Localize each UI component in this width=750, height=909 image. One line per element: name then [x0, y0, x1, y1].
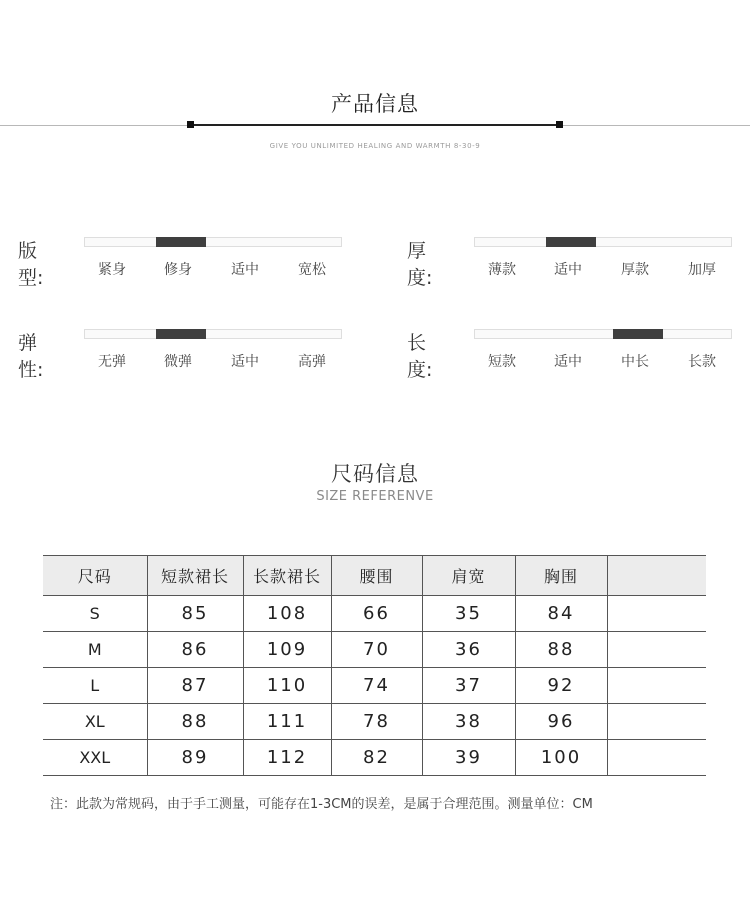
table-cell: 84 [515, 596, 607, 632]
table-cell: 112 [243, 740, 331, 776]
attribute-option: 紧身 [98, 262, 126, 278]
header-size: 尺码 [43, 556, 147, 596]
table-row [43, 632, 706, 668]
attribute-option: 适中 [231, 354, 259, 370]
table-cell: 87 [147, 668, 243, 704]
table-cell [607, 704, 706, 740]
table-cell: 92 [515, 668, 607, 704]
attribute-option: 长款 [688, 354, 716, 370]
size-cell: S [43, 596, 147, 632]
table-cell [607, 632, 706, 668]
header-accent-bar [190, 124, 560, 126]
header-shoulder: 肩宽 [422, 556, 515, 596]
header-waist: 腰围 [331, 556, 422, 596]
attribute-scale-track [84, 237, 342, 247]
size-info-subtitle: SIZE REFERENVE [316, 489, 434, 504]
size-cell: XL [43, 704, 147, 740]
attribute-option: 适中 [554, 354, 582, 370]
table-cell: 85 [147, 596, 243, 632]
table-cell [607, 668, 706, 704]
attribute-option: 适中 [231, 262, 259, 278]
attribute-option: 薄款 [488, 262, 516, 278]
attribute-selected-marker [156, 237, 206, 247]
table-cell: 100 [515, 740, 607, 776]
table-cell: 82 [331, 740, 422, 776]
table-cell: 78 [331, 704, 422, 740]
table-row [43, 704, 706, 740]
table-cell: 86 [147, 632, 243, 668]
size-info-title: 尺码信息 [331, 462, 419, 486]
attribute-option: 适中 [554, 262, 582, 278]
header-chest: 胸围 [515, 556, 607, 596]
size-cell: L [43, 668, 147, 704]
product-info-title: 产品信息 [331, 92, 419, 116]
header-subtitle: GIVE YOU UNLIMITED HEALING AND WARMTH 8-30-9 [269, 142, 481, 150]
attribute-option: 无弹 [98, 354, 126, 370]
header-short-skirt-length: 短款裙长 [147, 556, 243, 596]
measurement-note: 注：此款为常规码，由于手工测量，可能存在1-3CM的误差，是属于合理范围。测量单位：CM [50, 797, 593, 812]
attribute-label: 厚度: [407, 240, 433, 289]
attribute-scale-track [84, 329, 342, 339]
size-cell: XXL [43, 740, 147, 776]
table-cell: 70 [331, 632, 422, 668]
table-cell [607, 596, 706, 632]
size-table [43, 555, 706, 776]
attribute-option: 短款 [488, 354, 516, 370]
table-cell: 37 [422, 668, 515, 704]
header-bar-right-cap [556, 121, 563, 128]
attribute-option: 加厚 [688, 262, 716, 278]
table-cell: 35 [422, 596, 515, 632]
table-cell: 36 [422, 632, 515, 668]
table-row [43, 740, 706, 776]
size-cell: M [43, 632, 147, 668]
table-cell: 110 [243, 668, 331, 704]
table-cell: 108 [243, 596, 331, 632]
table-cell [607, 740, 706, 776]
attribute-option: 微弹 [164, 354, 192, 370]
table-row [43, 596, 706, 632]
attribute-selected-marker [613, 329, 663, 339]
table-row [43, 668, 706, 704]
table-cell: 74 [331, 668, 422, 704]
attribute-label: 弹性: [18, 332, 44, 381]
table-cell: 66 [331, 596, 422, 632]
table-cell: 111 [243, 704, 331, 740]
attribute-selected-marker [156, 329, 206, 339]
attribute-label: 长度: [407, 332, 433, 381]
table-cell: 96 [515, 704, 607, 740]
attribute-scale-track [474, 237, 732, 247]
attribute-option: 高弹 [298, 354, 326, 370]
header-empty [607, 556, 706, 596]
header-bar-left-cap [187, 121, 194, 128]
attribute-option: 厚款 [621, 262, 649, 278]
attribute-selected-marker [546, 237, 596, 247]
attribute-label: 版型: [18, 240, 44, 289]
attribute-option: 宽松 [298, 262, 326, 278]
table-cell: 109 [243, 632, 331, 668]
attribute-option: 修身 [164, 262, 192, 278]
size-table-header-row [43, 556, 706, 596]
table-cell: 88 [515, 632, 607, 668]
table-cell: 39 [422, 740, 515, 776]
table-cell: 89 [147, 740, 243, 776]
attribute-scale-track [474, 329, 732, 339]
table-cell: 88 [147, 704, 243, 740]
header-long-skirt-length: 长款裙长 [243, 556, 331, 596]
attribute-option: 中长 [621, 354, 649, 370]
table-cell: 38 [422, 704, 515, 740]
